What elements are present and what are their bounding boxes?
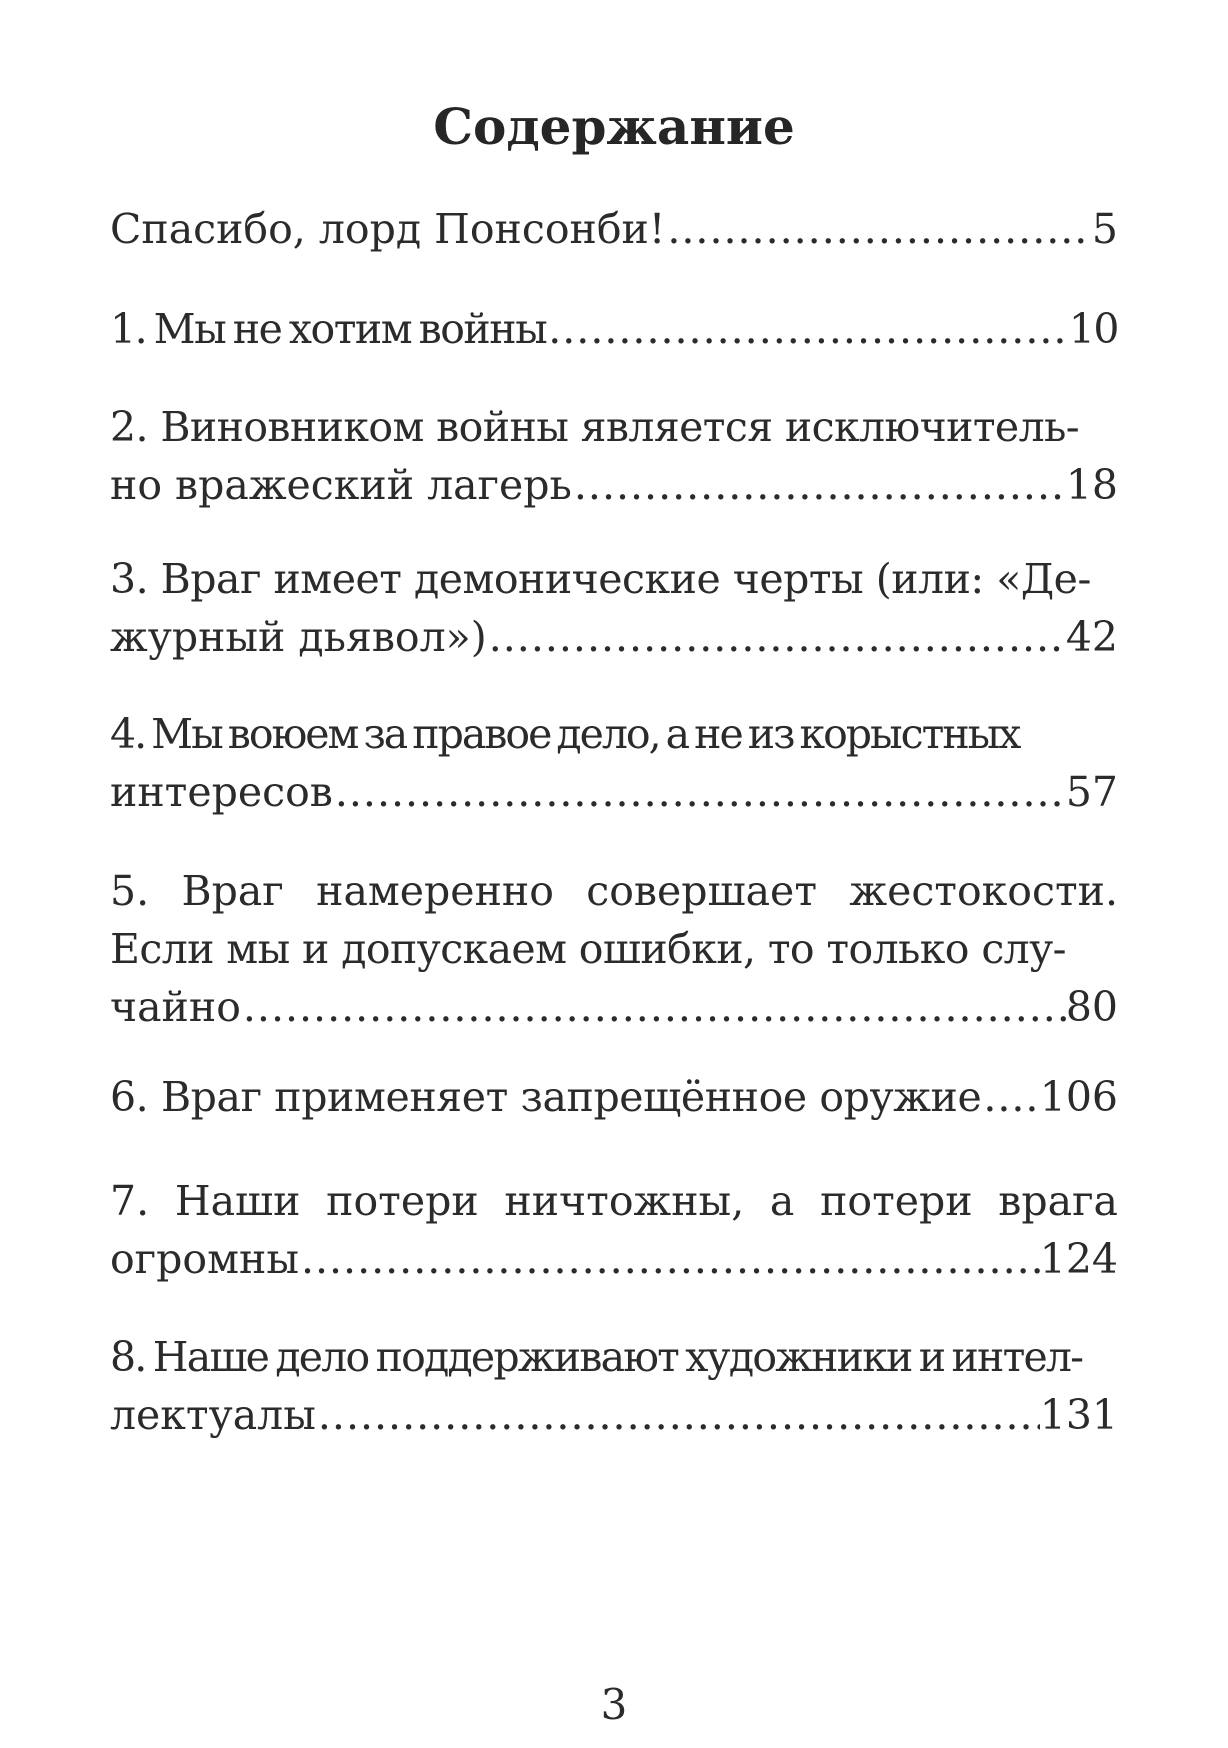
toc-entry-text: лектуалы (110, 1391, 316, 1439)
toc-entry (110, 862, 1118, 1036)
toc-page-number: 10 (1068, 305, 1118, 353)
toc-entry-text: чайно (110, 983, 241, 1031)
toc-entry (110, 1172, 1118, 1288)
toc-entry-last-line (110, 1230, 1118, 1288)
dot-leader (299, 1230, 1040, 1288)
toc-entry-last-line (110, 456, 1118, 514)
toc-entry-line: 3. Враг имеет демонические черты (или: «Де- (110, 555, 1091, 603)
toc-entry-line: 8. Наше дело поддерживают художники и интел- (110, 1333, 1083, 1381)
toc-entry-line: 7. Наши потери ничтожны, а потери врага (110, 1177, 1118, 1225)
toc-entry-line: Если мы и допускаем ошибки, то только слу- (110, 925, 1066, 973)
dot-leader (333, 763, 1066, 821)
dot-leader (546, 300, 1069, 358)
toc-entry-last-line (110, 1386, 1118, 1444)
dot-leader (487, 608, 1066, 666)
toc-page-number: 106 (1039, 1073, 1118, 1121)
toc-page-number: 124 (1039, 1235, 1118, 1283)
toc-page-number: 131 (1039, 1391, 1118, 1439)
page-number-footer: 3 (600, 1680, 628, 1729)
page-title: Содержание (433, 97, 795, 156)
toc-entry-text: журный дьявол») (110, 613, 487, 661)
toc-entry (110, 705, 1118, 821)
toc-entry (110, 200, 1118, 258)
dot-leader (981, 1068, 1039, 1126)
dot-leader (241, 978, 1066, 1036)
toc-entry-last-line (110, 300, 1118, 358)
toc-entry-text: огромны (110, 1235, 299, 1283)
toc-entry-text: но вражеский лагерь (110, 461, 572, 509)
toc-entry-line: 2. Виновником войны является исключитель- (110, 403, 1079, 451)
toc-page-number: 42 (1065, 613, 1118, 661)
toc-entry (110, 550, 1118, 666)
toc-page-number: 80 (1065, 983, 1118, 1031)
toc-entry-text: Спасибо, лорд Понсонби! (110, 205, 666, 253)
toc-entry (110, 300, 1118, 358)
toc-entry-text: интересов (110, 768, 333, 816)
dot-leader (572, 456, 1066, 514)
toc-entry (110, 1068, 1118, 1126)
dot-leader (316, 1386, 1040, 1444)
toc-entry-last-line (110, 978, 1118, 1036)
toc-page-number: 5 (1091, 205, 1118, 253)
toc-entry-text: 6. Враг применяет запрещённое оружие (110, 1073, 982, 1121)
toc-entry-line: 5. Враг намеренно совершает жестокости. (110, 867, 1118, 915)
toc-page-number: 18 (1065, 461, 1118, 509)
toc-entry (110, 1328, 1118, 1444)
dot-leader (665, 200, 1092, 258)
toc-entry (110, 398, 1118, 514)
toc-entry-last-line (110, 763, 1118, 821)
toc-entry-last-line (110, 200, 1118, 258)
toc-entry-text: 1. Мы не хотим войны (110, 305, 547, 353)
toc-entry-line: 4. Мы воюем за правое дело, а не из корыстных (110, 710, 1020, 758)
toc-entry-last-line (110, 608, 1118, 666)
toc-page-number: 57 (1065, 768, 1118, 816)
book-page (110, 0, 1118, 1748)
toc-entry-last-line (110, 1068, 1118, 1126)
